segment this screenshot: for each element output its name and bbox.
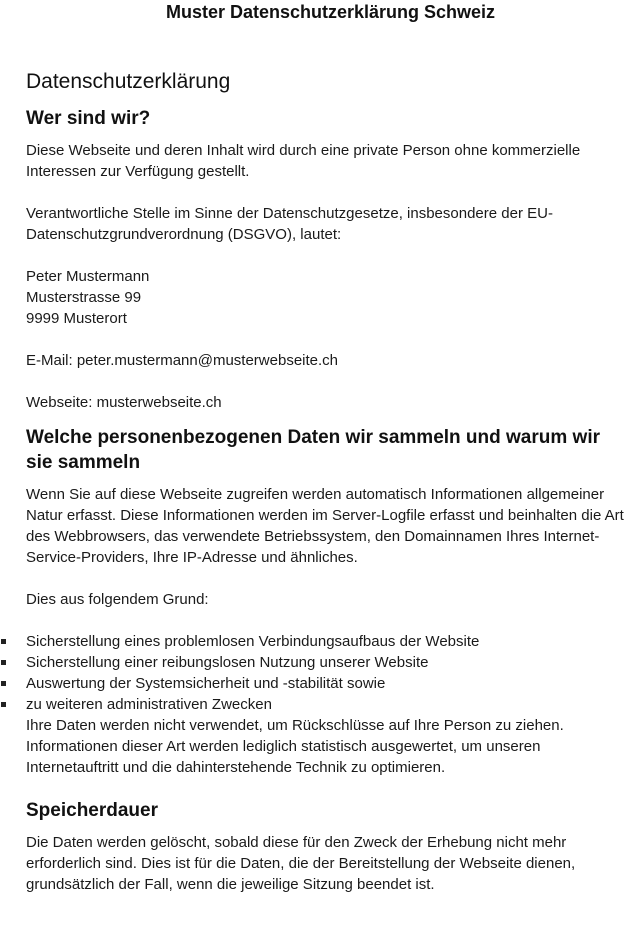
address-street: Musterstrasse 99: [26, 289, 142, 306]
section2-paragraph-2: Dies aus folgendem Grund:: [26, 591, 209, 608]
address-name: Peter Mustermann: [26, 268, 150, 285]
email-line: E-Mail: peter.mustermann@musterwebseite.ch: [26, 352, 339, 369]
list-item: Auswertung der Systemsicherheit und -stabilität sowie: [26, 673, 626, 694]
section2-paragraph-3: Ihre Daten werden nicht verwendet, um Rückschlüsse auf Ihre Person zu ziehen. Informationen dieser Art werden lediglich statistisch ausgewertet, um unseren Internetauftritt und die dahinterstehende Technik zu optimieren.: [26, 717, 564, 776]
section3-paragraph-1: Die Daten werden gelöscht, sobald diese für den Zweck der Erhebung nicht mehr erforderlich sind. Dies ist für die Daten, die der Bereitstellung der Webseite dienen, grundsätzlich der Fall, wenn die jeweilige Sitzung beendet ist.: [26, 834, 576, 893]
page-heading: Datenschutzerklärung: [26, 70, 231, 93]
list-item: zu weiteren administrativen Zwecken: [26, 694, 626, 715]
address-city: 9999 Musterort: [26, 310, 127, 327]
bullet-icon: [1, 681, 6, 686]
section-title-daten-sammeln: Welche personenbezogenen Daten wir sammeln und warum wir sie sammeln: [26, 427, 600, 473]
section1-paragraph-2: Verantwortliche Stelle im Sinne der Datenschutzgesetze, insbesondere der EU-Datenschutzgrundverordnung (DSGVO), lautet:: [26, 205, 553, 243]
website-line: Webseite: musterwebseite.ch: [26, 394, 222, 411]
section1-paragraph-1: Diese Webseite und deren Inhalt wird durch eine private Person ohne kommerzielle Interessen zur Verfügung gestellt.: [26, 142, 581, 180]
document-content: [26, 68, 626, 916]
document-title: Muster Datenschutzerklärung Schweiz: [165, 2, 496, 22]
bullet-icon: [1, 660, 6, 665]
list-item: Sicherstellung eines problemlosen Verbindungsaufbaus der Website: [26, 631, 626, 652]
section2-paragraph-1: Wenn Sie auf diese Webseite zugreifen werden automatisch Informationen allgemeiner Natur erfasst. Diese Informationen werden im Server-Logfile erfasst und beinhalten die Art des Webbrowsers, das verwendete Betriebssystem, den Domainnamen Ihres Internet-Service-Providers, Ihre IP-Adresse und ähnliches.: [26, 486, 624, 566]
list-item: Sicherstellung einer reibungslosen Nutzung unserer Website: [26, 652, 626, 673]
section-title-wer-sind-wir: Wer sind wir?: [26, 108, 151, 129]
address-block: [26, 266, 626, 329]
section-title-speicherdauer: Speicherdauer: [26, 800, 158, 821]
bullet-icon: [1, 639, 6, 644]
bullet-icon: [1, 702, 6, 707]
reasons-list: [26, 631, 626, 715]
